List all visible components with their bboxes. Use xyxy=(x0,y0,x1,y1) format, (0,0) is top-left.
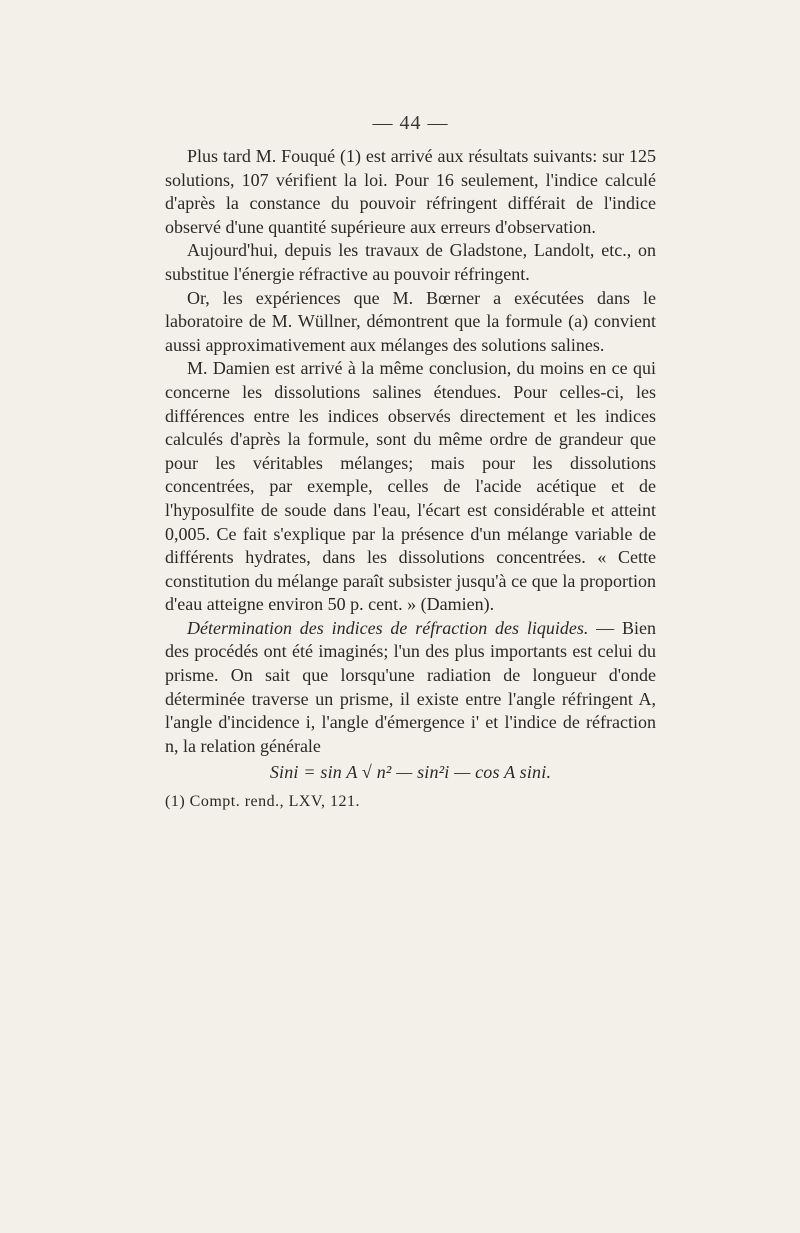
paragraph-fouque: Plus tard M. Fouqué (1) est arrivé aux résultats suivants: sur 125 solutions, 107 vérifient la loi. Pour 16 seulement, l'indice calculé d'après la constance du pouvoir réfringent différait de l'indice observé d'une quantité supérieure aux erreurs d'observation. xyxy=(165,146,656,237)
page-content xyxy=(165,112,656,811)
refraction-formula: Sini = sin A √ n² — sin²i — cos A sini. xyxy=(269,762,552,783)
section-body: — Bien des procédés ont été imaginés; l'un des plus importants est celui du prisme. On sait que lorsqu'une radiation de longueur d'onde déterminée traverse un prisme, il existe entre l'angle réfringent A, l'angle d'incidence i, l'angle d'émergence i' et l'indice de réfraction n, la relation générale xyxy=(165,617,656,756)
section-paragraph xyxy=(165,617,656,759)
paragraph-boerner: Or, les expériences que M. Bœrner a exécutées dans le laboratoire de M. Wüllner, démontrent que la formule (a) convient aussi approximativement aux mélanges des solutions salines. xyxy=(165,287,656,355)
paragraph-gladstone: Aujourd'hui, depuis les travaux de Gladstone, Landolt, etc., on substitue l'énergie réfractive au pouvoir réfringent. xyxy=(165,240,656,284)
page-number: — 44 — xyxy=(372,112,449,134)
footnote: (1) Compt. rend., LXV, 121. xyxy=(165,793,360,811)
paragraph-damien: M. Damien est arrivé à la même conclusion, du moins en ce qui concerne les dissolutions salines étendues. Pour celles-ci, les différences entre les indices observés directement et les indices calculés d'après la formule, sont du même ordre de grandeur que pour les véritables mélanges; mais pour les dissolutions concentrées, par exemple, celles de l'acide acétique et de l'hyposulfite de soude dans l'eau, l'écart est considérable et atteint 0,005. Ce fait s'explique par la présence d'un mélange variable de différents hydrates, dans les dissolutions concentrées. « Cette constitution du mélange paraît subsister jusqu'à ce que la proportion d'eau atteigne environ 50 p. cent. » (Damien). xyxy=(165,358,656,615)
section-heading: Détermination des indices de réfraction des liquides. xyxy=(187,617,589,638)
